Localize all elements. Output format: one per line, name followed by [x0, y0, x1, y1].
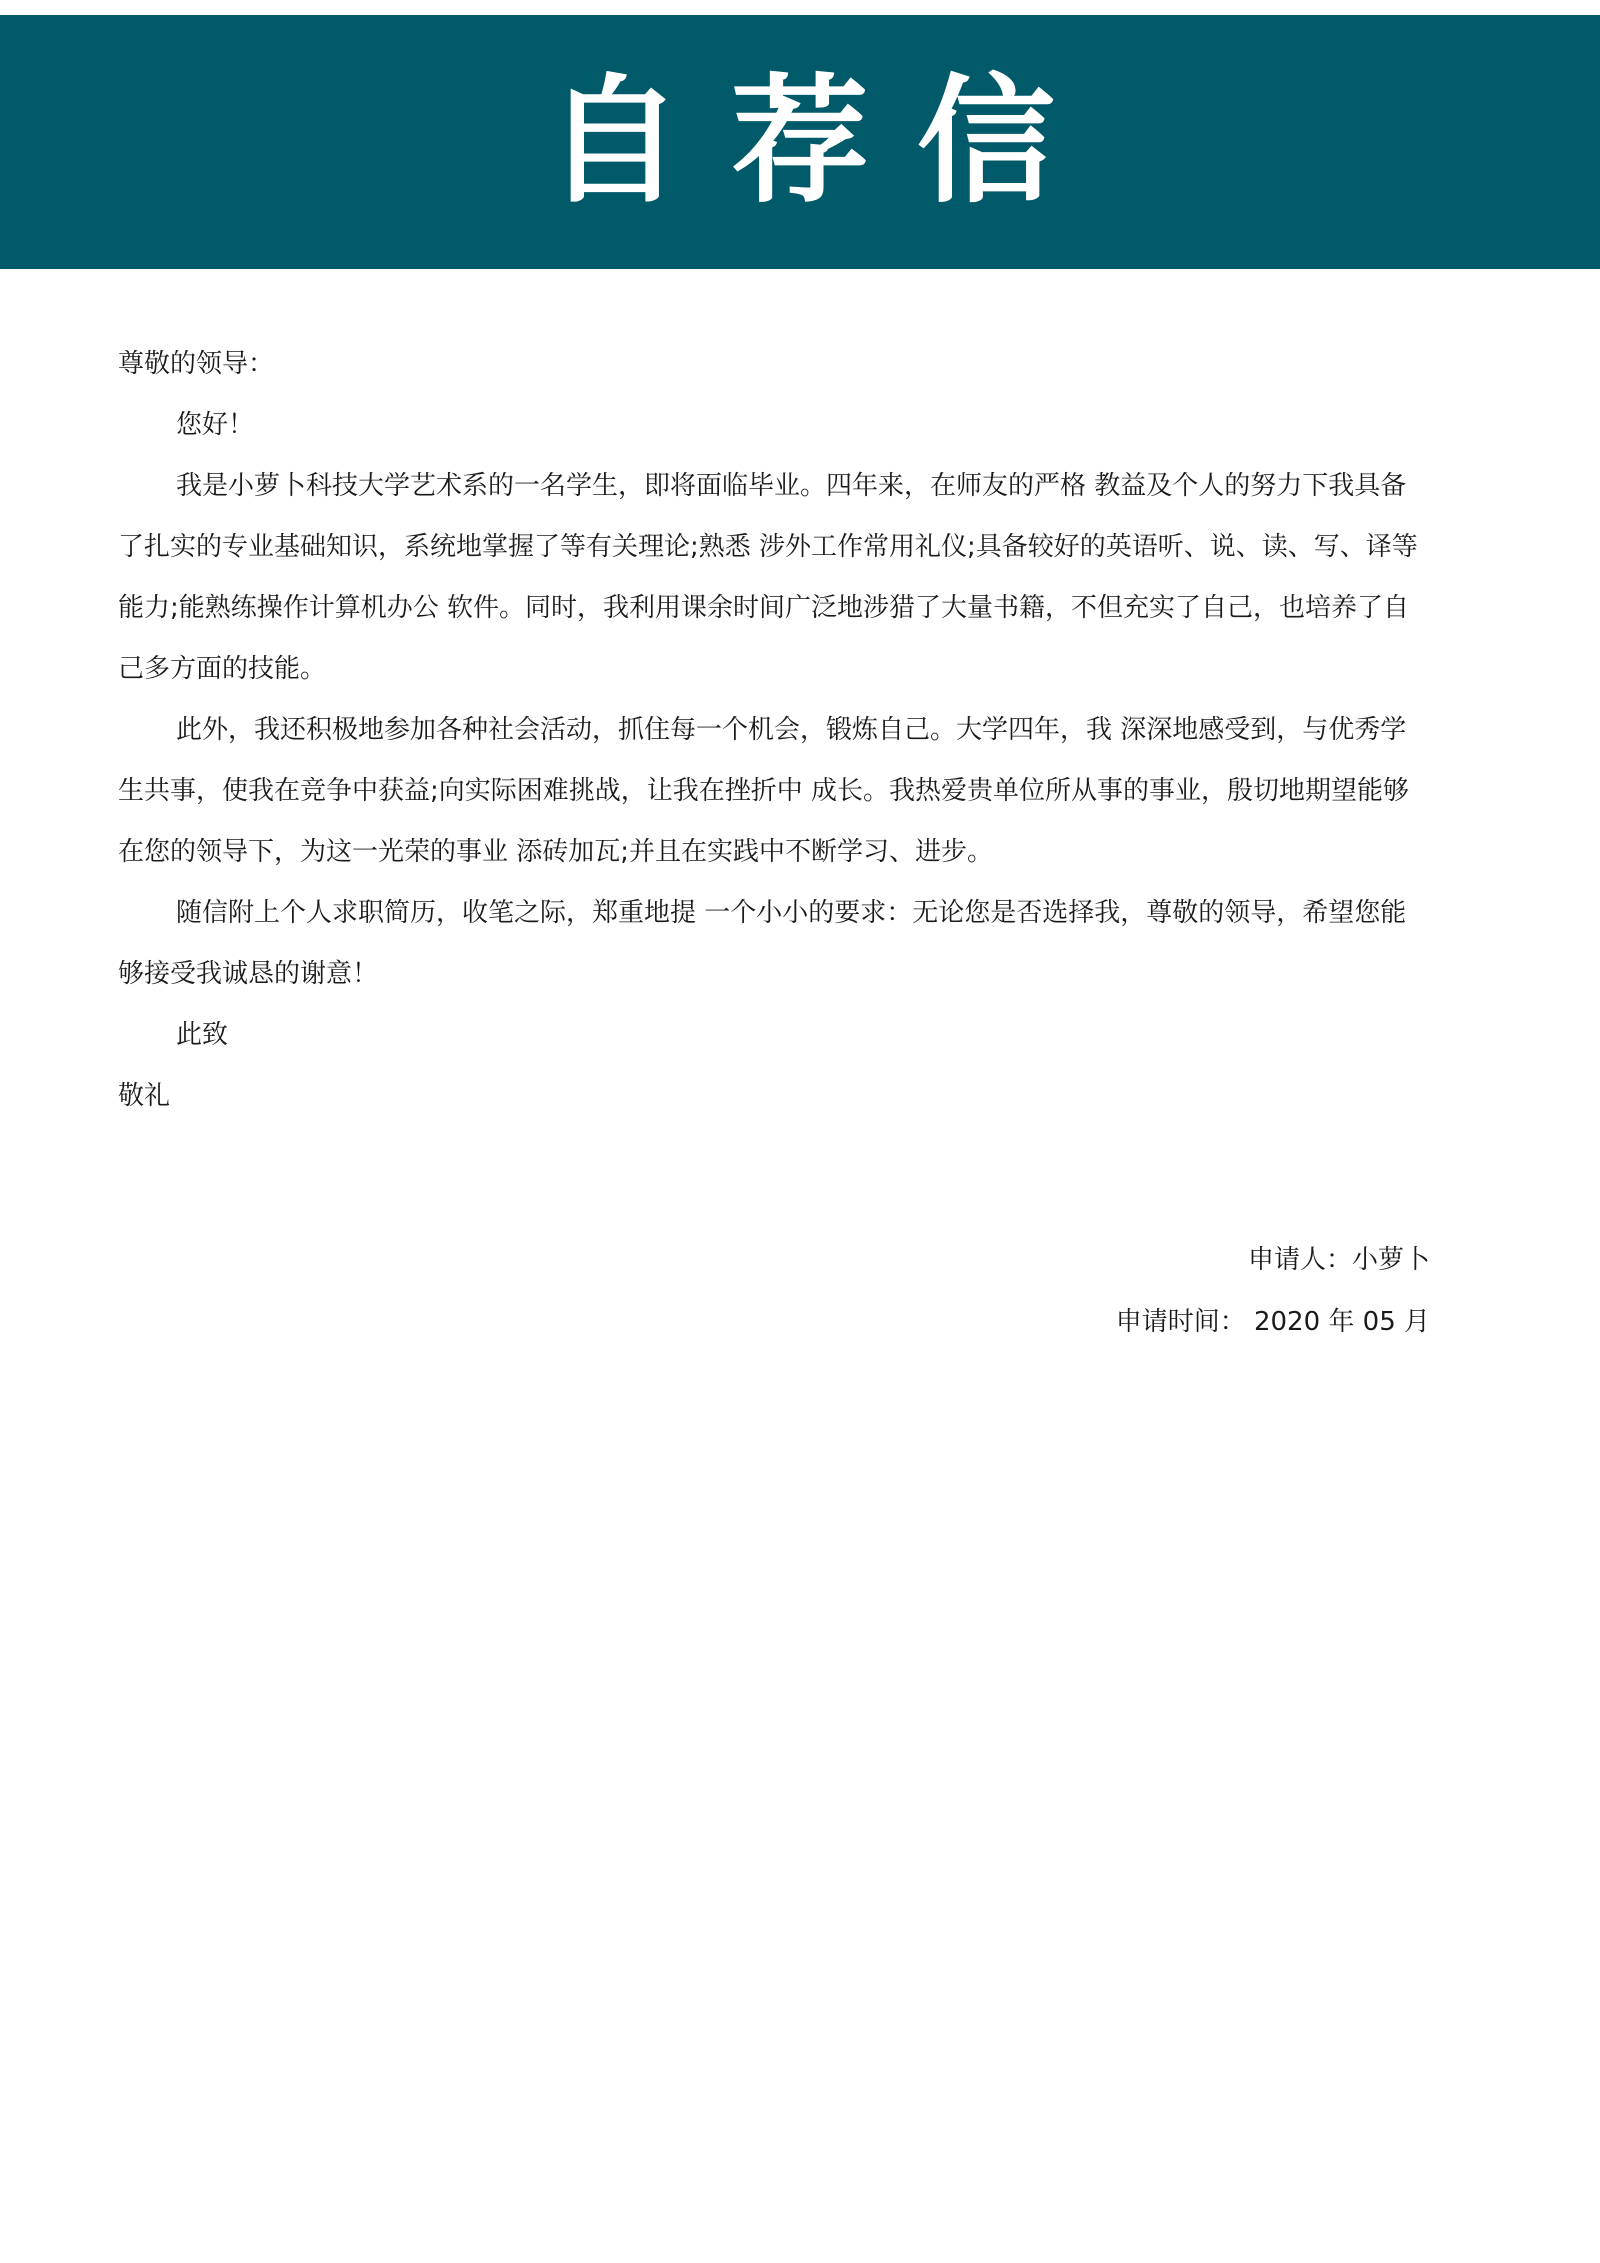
document-title: 自荐信	[544, 61, 1103, 222]
applicant-name: 申请人：小萝卜	[1247, 1245, 1430, 1275]
closing-line-1: 此致	[176, 1020, 229, 1050]
application-date: 申请时间： 2020 年 05 月	[1115, 1307, 1430, 1337]
paragraph-2: 此外，我还积极地参加各种社会活动，抓住每一个机会，锻炼自己。大学四年，我 深深地感受到，与优秀学生共事，使我在竞争中获益;向实际困难挑战，让我在挫折中 成长。我热爱贵单位所从事的事业，殷切地期望能够在您的领导下，为这一光荣的事业 添砖加瓦;并且在实践中不断学习、进步。	[118, 715, 1410, 867]
greeting: 您好！	[176, 410, 255, 440]
signature-block	[1116, 1229, 1430, 1353]
letter-body	[118, 334, 1430, 1127]
paragraph-3: 随信附上个人求职简历，收笔之际，郑重地提 一个小小的要求：无论您是否选择我，尊敬的领导，希望您能够接受我诚恳的谢意！	[118, 898, 1407, 989]
header-band	[0, 15, 1600, 269]
paragraph-1: 我是小萝卜科技大学艺术系的一名学生，即将面临毕业。四年来，在师友的严格 教益及个人的努力下我具备了扎实的专业基础知识，系统地掌握了等有关理论;熟悉 涉外工作常用礼仪;具备较好的英语听、说、读、写、译等能力;能熟练操作计算机办公 软件。同时，我利用课余时间广泛地涉猎了大量书籍，不但充实了自己，也培养了自 己多方面的技能。	[118, 471, 1418, 684]
closing-line-2: 敬礼	[118, 1081, 171, 1111]
salutation: 尊敬的领导：	[118, 349, 275, 379]
